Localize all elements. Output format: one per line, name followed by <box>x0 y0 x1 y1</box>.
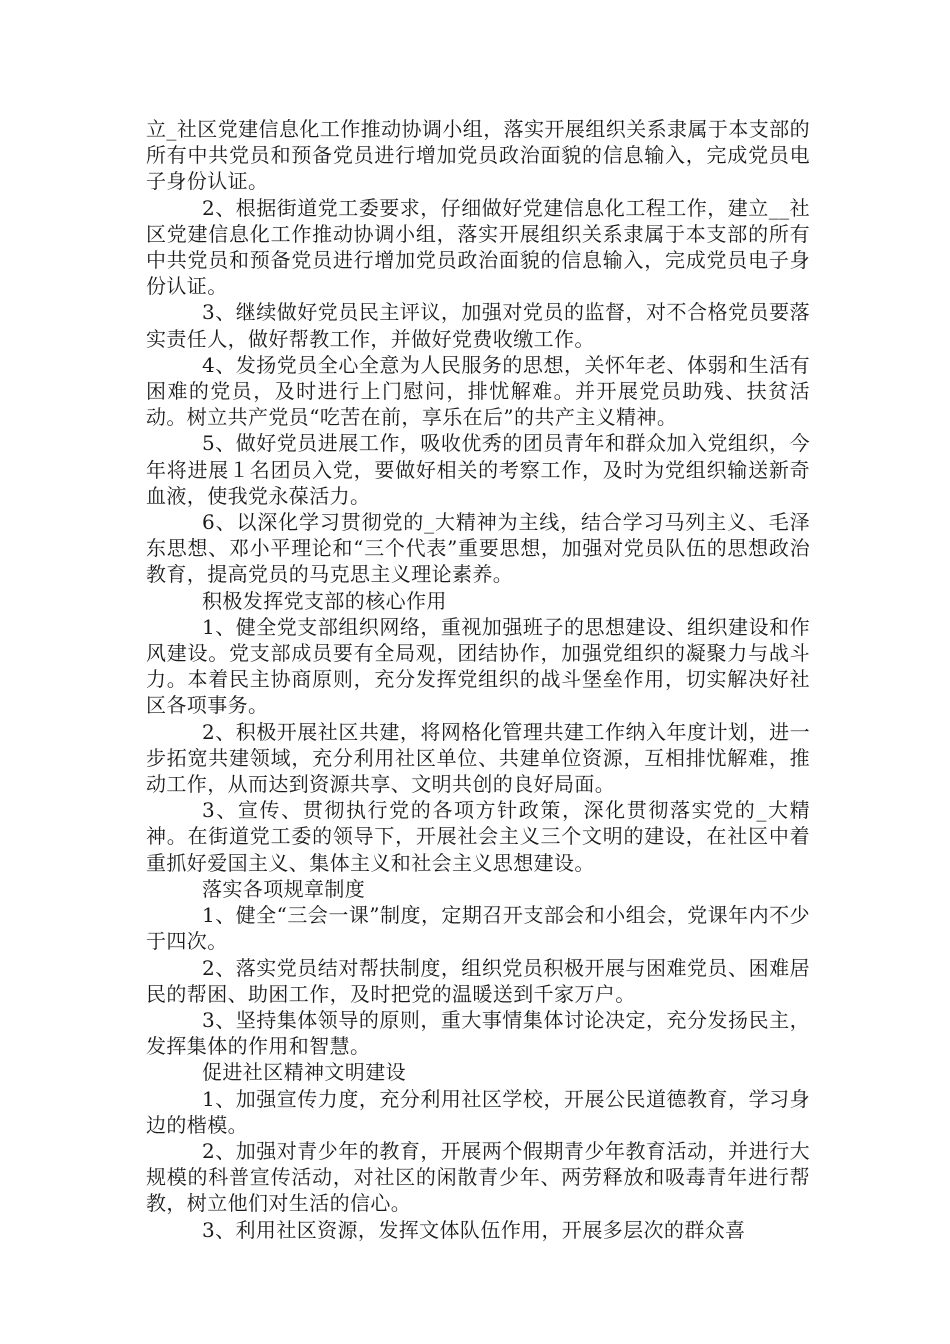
paragraph: 2、积极开展社区共建，将网格化管理共建工作纳入年度计划，进一步拓宽共建领域，充分利用社区单位、共建单位资源，互相排忧解难，推动工作，从而达到资源共享、文明共创的良好局面。 <box>146 719 810 797</box>
paragraph: 4、发扬党员全心全意为人民服务的思想，关怀年老、体弱和生活有困难的党员，及时进行上门慰问，排忧解难。并开展党员助残、扶贫活动。树立共产党员“吃苦在前，享乐在后”的共产主义精神。 <box>146 352 810 430</box>
paragraph: 3、坚持集体领导的原则，重大事情集体讨论决定，充分发扬民主，发挥集体的作用和智慧。 <box>146 1007 810 1059</box>
paragraph: 2、加强对青少年的教育，开展两个假期青少年教育活动，并进行大规模的科普宣传活动，对社区的闲散青少年、两劳释放和吸毒青年进行帮教，树立他们对生活的信心。 <box>146 1138 810 1216</box>
document-body <box>146 116 810 1243</box>
paragraph: 2、落实党员结对帮扶制度，组织党员积极开展与困难党员、困难居民的帮困、助困工作，及时把党的温暖送到千家万户。 <box>146 955 810 1006</box>
paragraph: 立_社区党建信息化工作推动协调小组，落实开展组织关系隶属于本支部的所有中共党员和预备党员进行增加党员政治面貌的信息输入，完成党员电子身份认证。 <box>146 117 810 194</box>
paragraph: 3、利用社区资源，发挥文体队伍作用，开展多层次的群众喜 <box>202 1217 746 1242</box>
paragraph: 3、继续做好党员民主评议，加强对党员的监督，对不合格党员要落实责任人，做好帮教工作，并做好党费收缴工作。 <box>146 300 810 351</box>
section-heading: 积极发挥党支部的核心作用 <box>202 588 447 613</box>
paragraph: 1、健全“三会一课”制度，定期召开支部会和小组会，党课年内不少于四次。 <box>146 903 810 954</box>
paragraph: 2、根据街道党工委要求，仔细做好党建信息化工程工作，建立__社区党建信息化工作推动协调小组，落实开展组织关系隶属于本支部的所有中共党员和预备党员进行增加党员政治面貌的信息输入，完成党员电子身份认证。 <box>146 195 810 299</box>
paragraph: 3、宣传、贯彻执行党的各项方针政策，深化贯彻落实党的_大精神。在街道党工委的领导下，开展社会主义三个文明的建设，在社区中着重抓好爱国主义、集体主义和社会主义思想建设。 <box>146 798 810 875</box>
paragraph: 5、做好党员进展工作，吸收优秀的团员青年和群众加入党组织，今年将进展１名团员入党，要做好相关的考察工作，及时为党组织输送新奇血液，使我党永葆活力。 <box>146 431 810 508</box>
paragraph: 6、以深化学习贯彻党的_大精神为主线，结合学习马列主义、毛泽东思想、邓小平理论和“三个代表”重要思想，加强对党员队伍的思想政治教育，提高党员的马克思主义理论素养。 <box>146 510 810 587</box>
paragraph: 1、健全党支部组织网络，重视加强班子的思想建设、组织建设和作风建设。党支部成员要有全局观，团结协作，加强党组织的凝聚力与战斗力。本着民主协商原则，充分发挥党组织的战斗堡垒作用，切实解决好社区各项事务。 <box>146 614 810 718</box>
section-heading: 落实各项规章制度 <box>202 876 366 901</box>
paragraph: 1、加强宣传力度，充分利用社区学校，开展公民道德教育，学习身边的楷模。 <box>146 1086 810 1137</box>
section-heading: 促进社区精神文明建设 <box>202 1060 406 1085</box>
